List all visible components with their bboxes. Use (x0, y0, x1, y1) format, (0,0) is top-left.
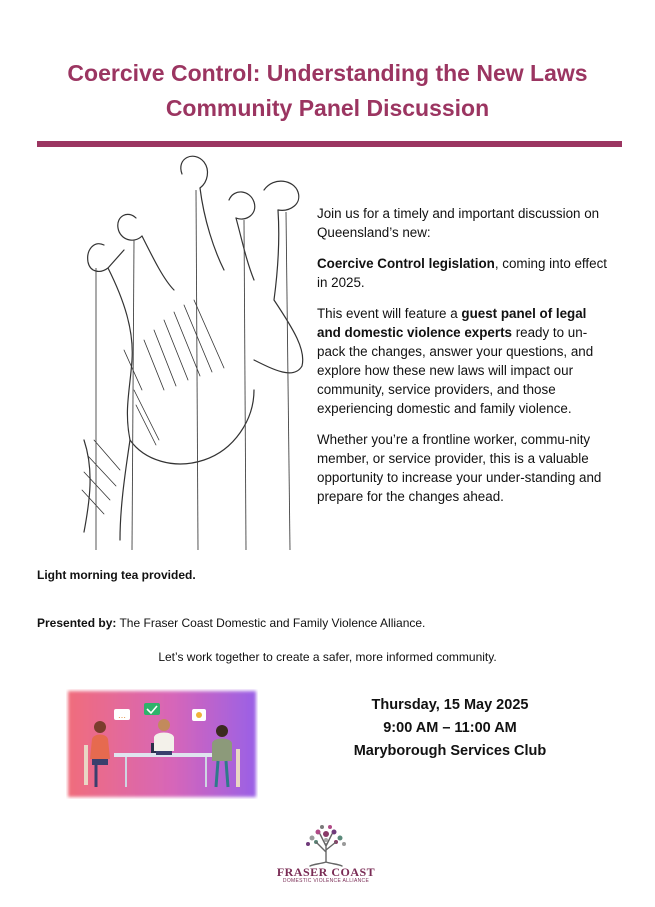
tree-logo-icon (296, 822, 356, 868)
morning-tea-note: Light morning tea provided. (37, 568, 196, 582)
presented-by-value: The Fraser Coast Domestic and Family Violence Alliance. (116, 616, 426, 630)
event-date: Thursday, 15 May 2025 (371, 697, 529, 713)
alliance-logo (270, 822, 382, 900)
panel-meeting-image (66, 689, 258, 799)
panel-bold: guest panel of legal and domestic violence experts (317, 306, 587, 340)
legislation-bold: Coercive Control legislation (317, 256, 495, 271)
closing-line: Let’s work together to create a safer, more informed community. (158, 650, 497, 664)
event-description (317, 204, 607, 518)
event-venue: Maryborough Services Club (353, 743, 547, 759)
page-title (0, 56, 655, 126)
svg-text:…: … (118, 711, 126, 720)
hand-icon (64, 140, 319, 555)
logo-name: FRASER COAST (276, 865, 376, 879)
panel-paragraph (317, 304, 607, 418)
title-line-2: Community Panel Discussion (165, 95, 490, 121)
legislation-paragraph (317, 254, 607, 292)
event-time: 9:00 AM – 11:00 AM (383, 720, 517, 736)
puppeteer-hand-image (64, 140, 319, 555)
panel-start: This event will feature a (317, 306, 462, 321)
presented-by (37, 616, 425, 630)
panel-rest: ready to un-pack the changes, answer your questions, and explore how these new laws will impact our community, service providers, and those experiencing domestic and family violence. (317, 325, 594, 416)
audience-paragraph: Whether you’re a frontline worker, commu-nity member, or service provider, this is a valuable opportunity to increase your under-standing and prepare for the changes ahead. (317, 432, 602, 504)
legislation-rest: , coming into effect in 2025. (317, 256, 607, 290)
title-line-1: Coercive Control: Understanding the New Laws (67, 60, 588, 86)
presented-by-label: Presented by: (37, 616, 117, 630)
intro-paragraph: Join us for a timely and important discussion on Queensland’s new: (317, 206, 600, 240)
logo-tagline: DOMESTIC VIOLENCE ALLIANCE (282, 878, 370, 884)
event-details (330, 694, 570, 763)
meeting-illustration-icon (66, 689, 258, 799)
